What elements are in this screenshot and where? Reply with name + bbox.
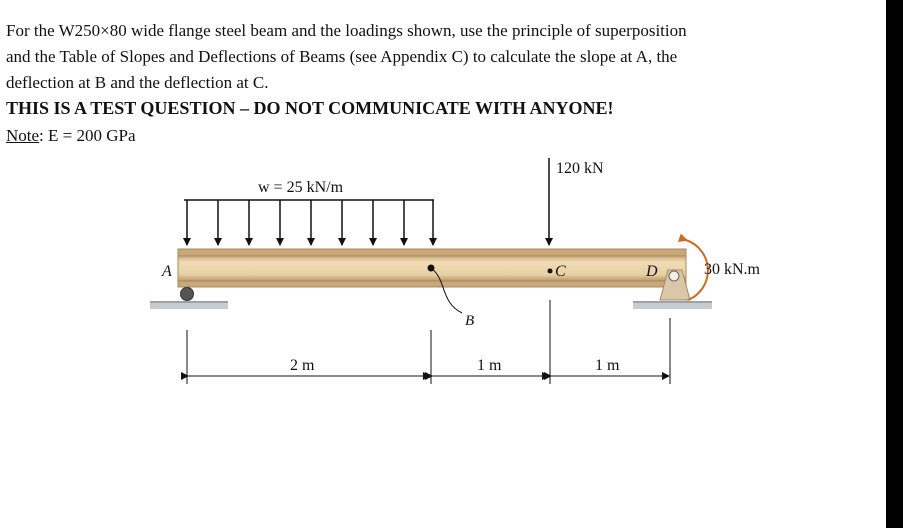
span-cd-label: 1 m — [595, 357, 620, 374]
note-label: Note — [6, 126, 40, 145]
span-ab-label: 2 m — [290, 357, 315, 374]
problem-line-1: For the W250×80 wide flange steel beam and the loadings shown, use the principle of superposition — [6, 21, 687, 40]
problem-line-2: and the Table of Slopes and Deflections of Beams (see Appendix C) to calculate the slope at A, the — [6, 47, 678, 66]
label-c: C — [555, 263, 566, 280]
distributed-load-label: w = 25 kN/m — [258, 179, 344, 196]
moment-label: 30 kN.m — [704, 261, 760, 278]
label-b: B — [465, 313, 475, 329]
span-bc-label: 1 m — [477, 357, 502, 374]
test-warning: THIS IS A TEST QUESTION – DO NOT COMMUNICATE WITH ANYONE! — [6, 98, 614, 118]
label-a: A — [162, 263, 172, 280]
point-load-label: 120 kN — [556, 160, 604, 177]
problem-line-3: deflection at B and the deflection at C. — [6, 73, 269, 92]
label-d: D — [646, 263, 658, 280]
roller-support — [150, 288, 228, 310]
note-value: : E = 200 GPa — [39, 126, 136, 145]
distributed-load — [184, 200, 434, 245]
point-c-marker — [548, 269, 553, 274]
